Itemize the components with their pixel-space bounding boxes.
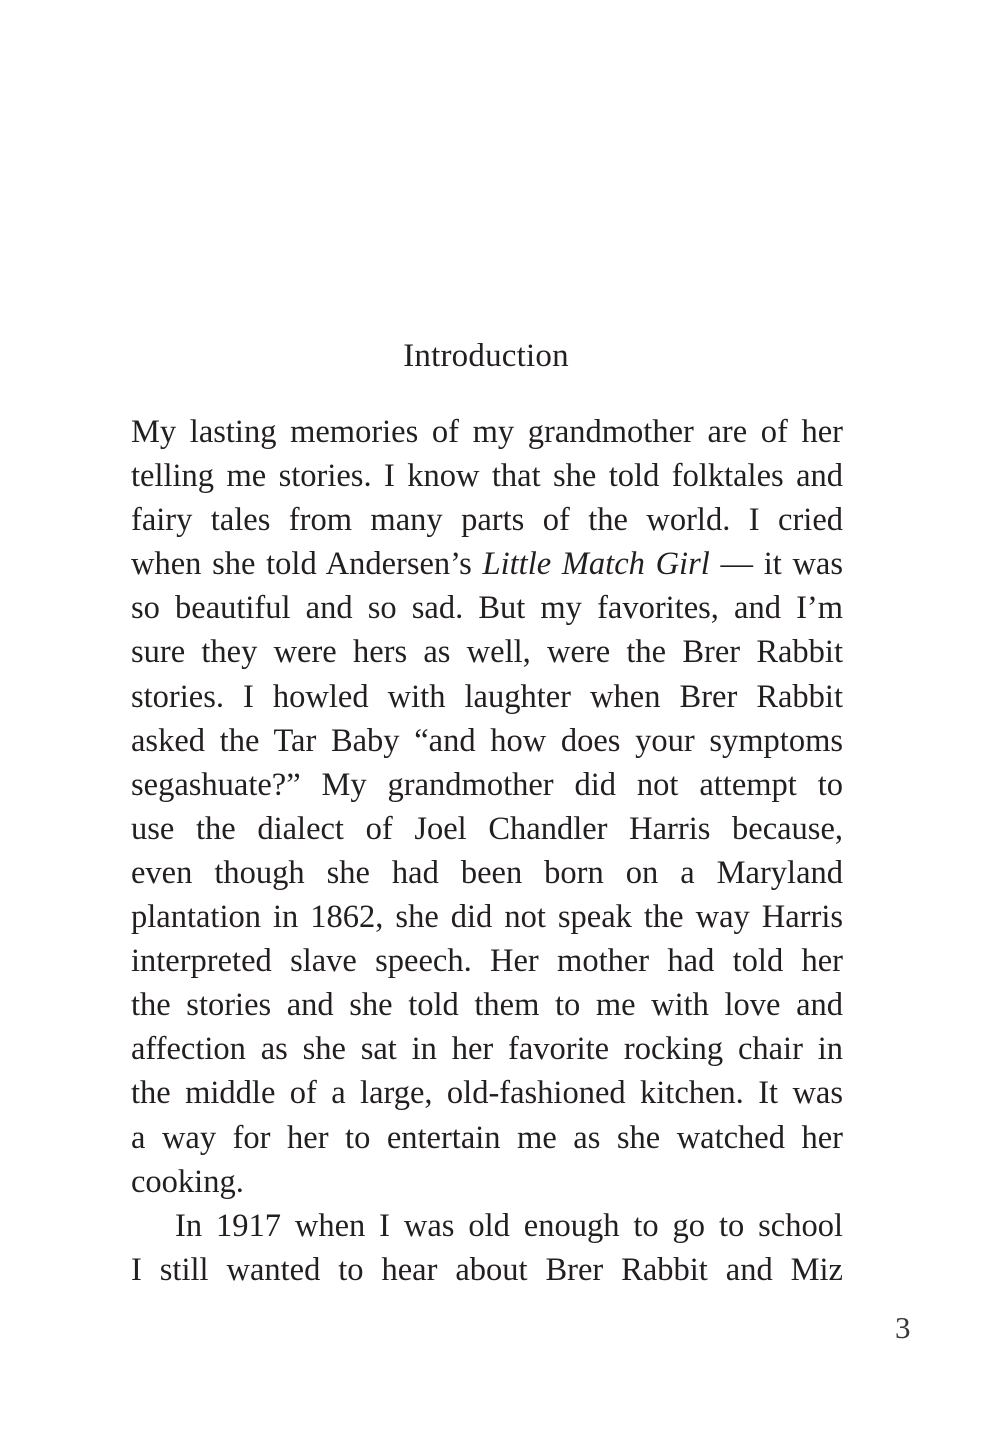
paragraph-1-line-3: fairy tales from many parts of the world. I cried xyxy=(131,502,843,539)
paragraph-1-line-18: cooking. xyxy=(131,1163,244,1200)
paragraph-1-line-8: asked the Tar Baby “and how does your symptoms xyxy=(131,722,843,759)
paragraph-1-line-13: interpreted slave speech. Her mother had told her xyxy=(131,943,843,980)
paragraph-1-line-17: a way for her to entertain me as she watched her xyxy=(131,1119,843,1156)
line-4-text-before: when she told Andersen’s xyxy=(131,546,483,583)
paragraph-1-line-4 xyxy=(131,542,843,586)
body-text xyxy=(131,410,843,1292)
page-number: 3 xyxy=(895,1310,911,1345)
paragraph-1-line-10: use the dialect of Joel Chandler Harris because, xyxy=(131,810,843,847)
paragraph-1-line-9: segashuate?” My grandmother did not attempt to xyxy=(131,766,843,803)
paragraph-1-line-12: plantation in 1862, she did not speak the way Harris xyxy=(131,899,843,936)
paragraph-2-line-2: I still wanted to hear about Brer Rabbit and Miz xyxy=(131,1251,843,1288)
paragraph-2-line-1: In 1917 when I was old enough to go to school xyxy=(175,1207,843,1244)
paragraph-1-line-11: even though she had been born on a Maryland xyxy=(131,854,843,891)
paragraph-1-line-15: affection as she sat in her favorite rocking chair in xyxy=(131,1031,843,1068)
chapter-heading: Introduction xyxy=(403,338,569,374)
line-4-text-after: — it was xyxy=(709,546,844,583)
paragraph-1-line-2: telling me stories. I know that she told folktales and xyxy=(131,458,843,495)
paragraph-1-line-7: stories. I howled with laughter when Brer Rabbit xyxy=(131,678,843,715)
paragraph-1-line-16: the middle of a large, old-fashioned kitchen. It was xyxy=(131,1075,843,1112)
paragraph-1-line-5: so beautiful and so sad. But my favorites, and I’m xyxy=(131,590,843,627)
paragraph-1-line-1: My lasting memories of my grandmother are of her xyxy=(131,414,843,450)
book-title-italic: Little Match Girl xyxy=(482,546,710,583)
paragraph-1-line-14: the stories and she told them to me with love and xyxy=(131,987,843,1024)
paragraph-1-line-6: sure they were hers as well, were the Brer Rabbit xyxy=(131,634,843,671)
